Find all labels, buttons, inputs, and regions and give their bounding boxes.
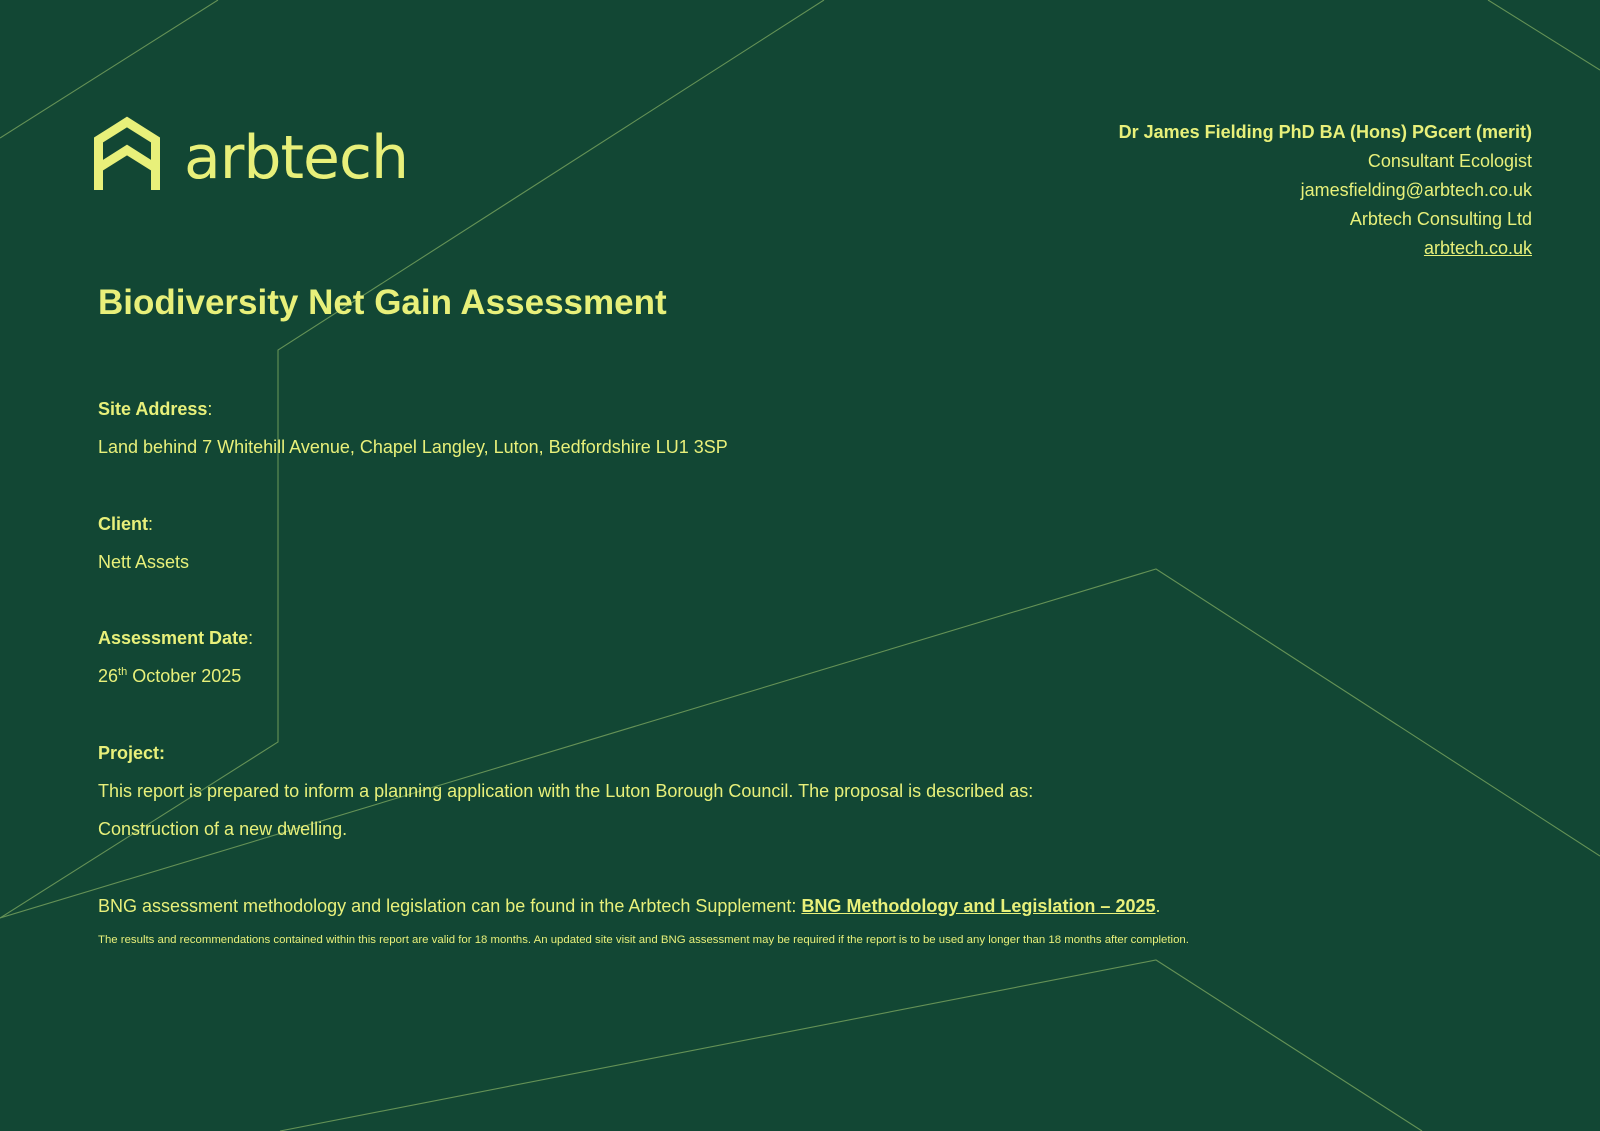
- author-name: Dr James Fielding PhD BA (Hons) PGcert (merit): [1118, 122, 1532, 142]
- client-value: Nett Assets: [98, 552, 190, 572]
- author-role: Consultant Ecologist: [1367, 151, 1532, 171]
- project-description: This report is prepared to inform a planning application with the Luton Borough Council. The proposal is described as:: [98, 781, 1034, 801]
- arbtech-logo-icon: [94, 116, 160, 192]
- arbtech-logo[interactable]: [94, 116, 408, 192]
- project-label: Project:: [98, 743, 166, 763]
- bg-line-top-right: [1488, 0, 1600, 70]
- site-address-value: Land behind 7 Whitehill Avenue, Chapel Langley, Luton, Bedfordshire LU1 3SP: [98, 437, 728, 457]
- website-link[interactable]: arbtech.co.uk: [1423, 238, 1532, 258]
- author-contact-block: [1119, 118, 1532, 263]
- bng-methodology-note: BNG assessment methodology and legislation can be found in the Arbtech Supplement: BNG Methodology and Legislation – 2025.: [98, 896, 1161, 916]
- validity-note: The results and recommendations contained within this report are valid for 18 months. An updated site visit and BNG assessment may be required if the report is to be used any longer than 18 months after completion.: [98, 934, 1189, 946]
- logo-wordmark: arbtech: [184, 123, 408, 193]
- bg-line-bottom-chevron: [280, 960, 1422, 1131]
- bng-methodology-link[interactable]: BNG Methodology and Legislation – 2025: [801, 896, 1156, 916]
- project-proposal: Construction of a new dwelling.: [98, 819, 348, 839]
- bg-line-mid-chevron: [0, 569, 1600, 918]
- report-title: Biodiversity Net Gain Assessment: [98, 283, 667, 322]
- author-email[interactable]: jamesfielding@arbtech.co.uk: [1300, 180, 1532, 200]
- assessment-date-value: 26th October 2025: [98, 666, 242, 686]
- client-label: Client:: [98, 514, 154, 534]
- company-name: Arbtech Consulting Ltd: [1349, 209, 1532, 229]
- assessment-date-label: Assessment Date:: [98, 628, 254, 648]
- site-address-label: Site Address:: [98, 399, 213, 419]
